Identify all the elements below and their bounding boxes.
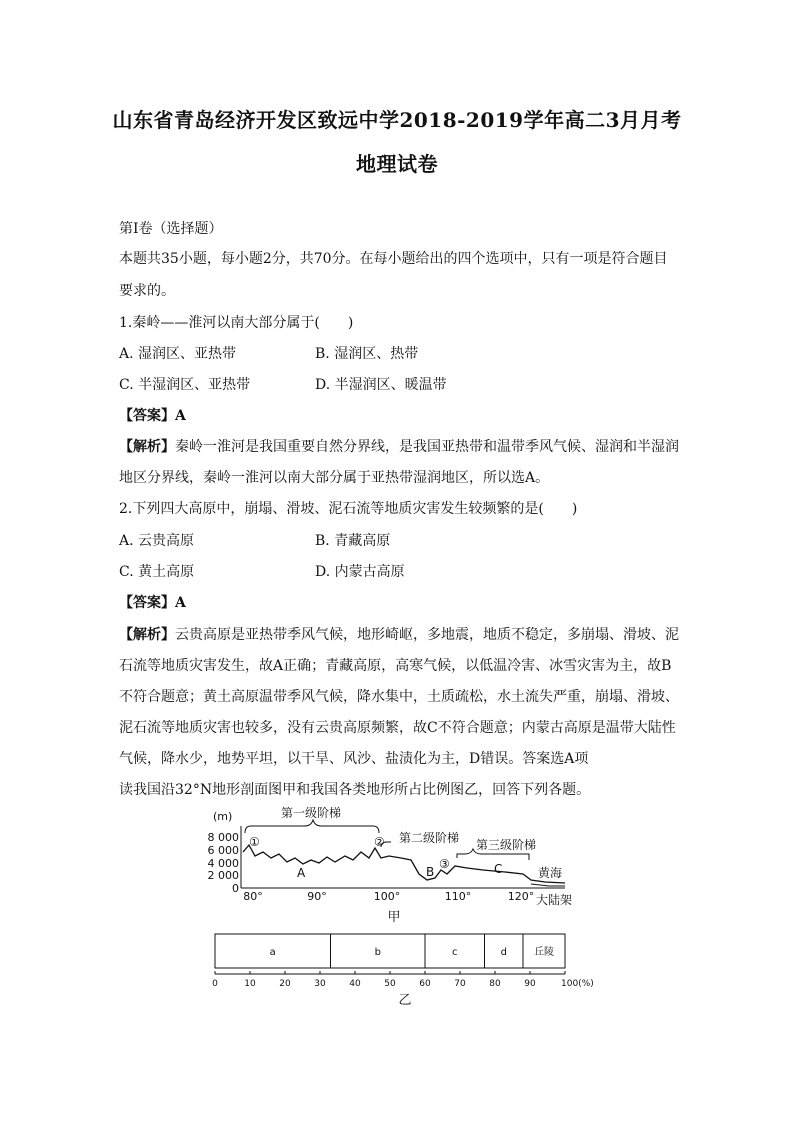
percent-tick-10: 100(%): [561, 979, 594, 989]
figure-intro: 读我国沿32°N地形剖面图甲和我国各类地形所占比例图乙，回答下列各题。: [119, 782, 591, 798]
instruction-line2: 要求的。: [119, 283, 175, 299]
q2-option-a: A. 云贵高原: [119, 533, 195, 549]
instruction-line1: 本题共35小题，每小题2分，共70分。在每小题给出的四个选项中，只有一项是符合题目: [119, 251, 668, 267]
step1-brace: [245, 820, 379, 833]
step2-label: 第二级阶梯: [399, 831, 460, 845]
q1-analysis-label: 【解析】: [119, 439, 175, 455]
percent-tick-7: 70: [454, 979, 466, 989]
percent-tick-3: 30: [314, 979, 326, 989]
doc-title-line1: 山东省青岛经济开发区致远中学2018-2019学年高二3月月考: [112, 108, 682, 132]
q1-option-c: C. 半湿润区、亚热带: [119, 377, 251, 393]
y-unit-label: (m): [213, 810, 233, 823]
section-heading: 第Ⅰ卷（选择题）: [119, 221, 223, 237]
terrain-proportion-figure: [200, 928, 600, 1008]
q2-option-b: B. 青藏高原: [315, 533, 391, 549]
x-tick-100: 100°: [373, 890, 401, 903]
terrain-profile-figure: [205, 800, 585, 928]
x-tick-110: 110°: [444, 890, 472, 903]
percent-tick-6: 60: [419, 979, 431, 989]
q1-answer: 【答案】A: [119, 408, 186, 424]
percent-tick-5: 50: [384, 979, 396, 989]
mark-2: ②: [374, 835, 385, 849]
y-tick-4000: 4 000: [207, 857, 239, 870]
segment-label-3: d: [500, 947, 507, 958]
q2-analysis-line5: 气候，降水少，地势平坦，以干旱、风沙、盐渍化为主，D错误。答案选A项: [119, 751, 589, 767]
y-tick-6000: 6 000: [207, 844, 239, 857]
figure-yi-caption: 乙: [398, 993, 412, 1008]
q1-analysis-line2: 地区分界线，秦岭一淮河以南大部分属于亚热带湿润地区，所以选A。: [119, 470, 550, 486]
q2-stem: 2.下列四大高原中，崩塌、滑坡、泥石流等地质灾害发生较频繁的是( ): [119, 501, 578, 517]
segment-label-2: c: [452, 947, 458, 958]
shelf-line: [531, 884, 565, 886]
q1-analysis-line1: [119, 436, 679, 456]
sea-label: 黄海: [538, 866, 563, 880]
q2-analysis-text1: 云贵高原是亚热带季风气候，地形崎岖，多地震，地质不稳定，多崩塌、滑坡、泥: [175, 627, 679, 643]
x-tick-90: 90°: [307, 890, 327, 903]
region-b-label: B: [426, 865, 435, 879]
region-a-label: A: [297, 866, 306, 880]
x-tick-80: 80°: [243, 890, 263, 903]
q2-option-d: D. 内蒙古高原: [315, 564, 405, 580]
q1-analysis-text1: 秦岭一淮河是我国重要自然分界线，是我国亚热带和温带季风气候、湿润和半湿润: [175, 439, 679, 455]
y-tick-8000: 8 000: [207, 831, 239, 844]
step3-label: 第三级阶梯: [476, 838, 537, 852]
segment-label-0: a: [269, 947, 276, 958]
percent-tick-4: 40: [349, 979, 361, 989]
q1-option-b: B. 湿润区、热带: [315, 346, 419, 362]
q2-analysis-line1: [119, 624, 679, 644]
percent-tick-8: 80: [489, 979, 501, 989]
q2-analysis-line3: 不符合题意；黄土高原温带季风气候，降水集中，土质疏松，水土流失严重，崩塌、滑坡、: [119, 689, 679, 705]
y-tick-2000: 2 000: [207, 869, 239, 882]
step1-label: 第一级阶梯: [281, 806, 342, 820]
q2-analysis-label: 【解析】: [119, 627, 175, 643]
q1-option-d: D. 半湿润区、暖温带: [315, 377, 447, 393]
figure-jia-caption: 甲: [387, 910, 401, 925]
percent-tick-0: 0: [212, 979, 218, 989]
q2-option-c: C. 黄土高原: [119, 564, 195, 580]
mark-3: ③: [439, 857, 450, 871]
mark-1: ①: [249, 835, 260, 849]
percent-tick-9: 90: [524, 979, 536, 989]
q1-stem: 1.秦岭——淮河以南大部分属于( ): [119, 315, 354, 331]
percent-tick-2: 20: [279, 979, 291, 989]
x-tick-120: 120°: [507, 890, 535, 903]
percent-tick-1: 10: [244, 979, 256, 989]
shelf-label: 大陆架: [536, 893, 573, 907]
q2-analysis-line2: 石流等地质灾害发生，故A正确；青藏高原，高寒气候，以低温冷害、冰雪灾害为主，故B: [119, 658, 672, 674]
y-tick-0: 0: [232, 882, 239, 895]
q2-analysis-line4: 泥石流等地质灾害也较多，没有云贵高原频繁，故C不符合题意；内蒙古高原是温带大陆性: [119, 720, 676, 736]
doc-title-line2: 地理试卷: [356, 152, 438, 176]
q2-answer: 【答案】A: [119, 595, 186, 611]
region-c-label: C: [494, 862, 503, 876]
segment-label-4: 丘陵: [534, 947, 554, 958]
q1-option-a: A. 湿润区、亚热带: [119, 346, 237, 362]
segment-label-1: b: [374, 947, 381, 958]
